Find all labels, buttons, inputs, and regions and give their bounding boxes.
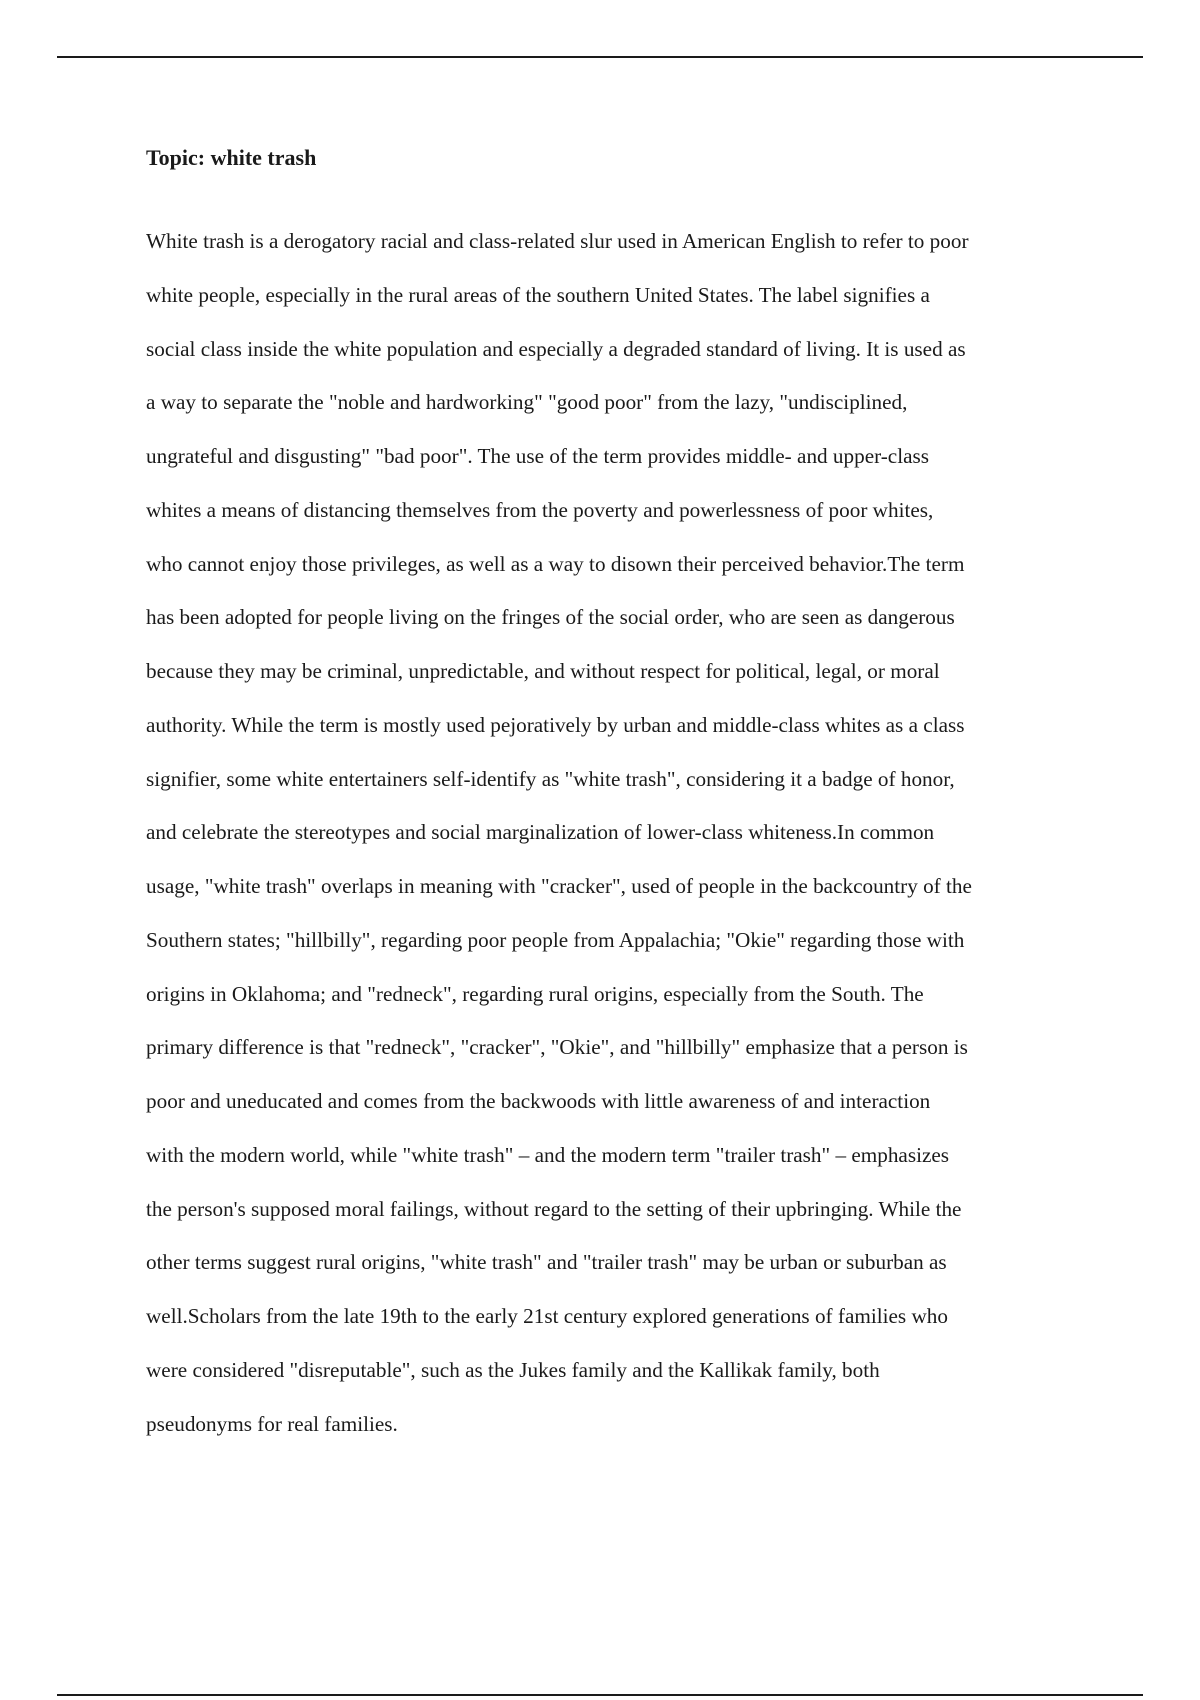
body-line: and celebrate the stereotypes and social marginalization of lower-class whiteness.In common [146,820,935,845]
body-line: the person's supposed moral failings, without regard to the setting of their upbringing. While the [146,1196,962,1221]
body-line: origins in Oklahoma; and "redneck", regarding rural origins, especially from the South. The [146,981,924,1006]
body-line: because they may be criminal, unpredictable, and without respect for political, legal, or moral [146,659,940,683]
document-title: Topic: white trash [146,145,317,170]
body-line: ungrateful and disgusting" "bad poor". The use of the term provides middle- and upper-class [146,444,929,468]
body-line: white people, especially in the rural areas of the southern United States. The label signifies a [146,282,930,307]
body-line: other terms suggest rural origins, "white trash" and "trailer trash" may be urban or suburban as [146,1250,947,1275]
body-line: authority. While the term is mostly used pejoratively by urban and middle-class whites as a class [146,712,965,737]
header-rule [57,56,1143,58]
body-line: Southern states; "hillbilly", regarding poor people from Appalachia; "Okie" regarding those with [146,927,965,952]
body-line: were considered "disreputable", such as the Jukes family and the Kallikak family, both [146,1357,880,1382]
body-line: White trash is a derogatory racial and class-related slur used in American English to refer to poor [146,229,969,253]
body-line: signifier, some white entertainers self-identify as "white trash", considering it a badge of honor, [146,766,955,791]
body-line: usage, "white trash" overlaps in meaning with "cracker", used of people in the backcountry of the [146,874,972,898]
body-line: primary difference is that "redneck", "cracker", "Okie", and "hillbilly" emphasize that a person is [146,1035,968,1060]
body-line: has been adopted for people living on the fringes of the social order, who are seen as dangerous [146,605,955,630]
body-line: who cannot enjoy those privileges, as well as a way to disown their perceived behavior.The term [146,551,965,576]
body-line: social class inside the white population and especially a degraded standard of living. It is used as [146,336,966,361]
footer-rule [57,1694,1143,1696]
document-body [146,226,1106,1462]
body-line: a way to separate the "noble and hardworking" "good poor" from the lazy, "undisciplined, [146,390,908,415]
body-line: with the modern world, while "white trash" – and the modern term "trailer trash" – emphasizes [146,1142,950,1167]
body-line: pseudonyms for real families. [146,1411,398,1436]
body-line: well.Scholars from the late 19th to the early 21st century explored generations of families who [146,1304,948,1328]
body-line: whites a means of distancing themselves from the poverty and powerlessness of poor whites, [146,497,934,522]
body-line: poor and uneducated and comes from the backwoods with little awareness of and interaction [146,1089,931,1113]
